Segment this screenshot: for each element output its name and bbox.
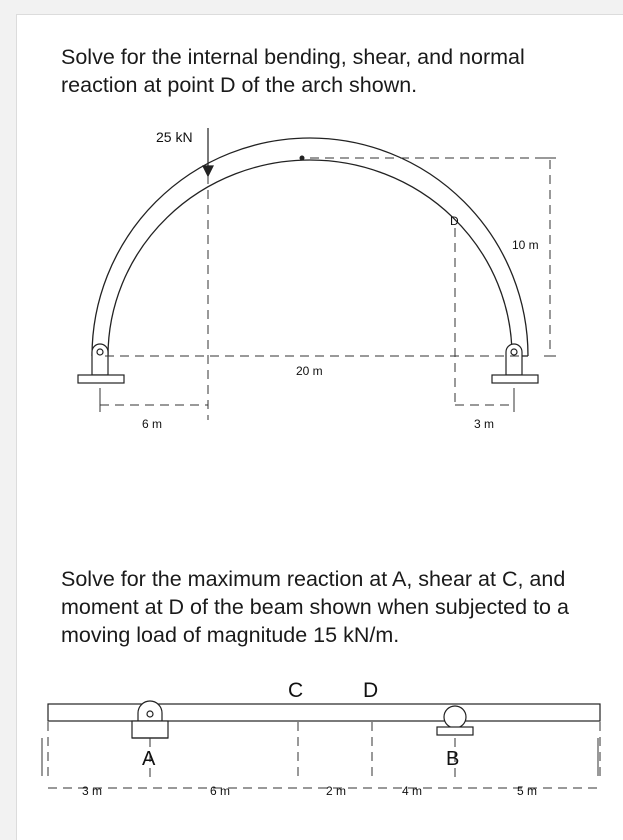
dim-6m: 6 m — [210, 784, 231, 798]
point-d-beam-label: D — [363, 679, 379, 702]
crown-hinge — [300, 156, 305, 161]
left-pin-support — [78, 344, 124, 383]
arch-outer-curve — [92, 138, 528, 356]
right-pin-support — [492, 344, 538, 383]
problem1-question: Solve for the internal bending, shear, and normal reaction at point D of the arch shown. — [61, 45, 525, 97]
height-label: 10 m — [512, 238, 539, 252]
point-b-label: B — [446, 748, 460, 770]
beam-diagram — [42, 679, 600, 798]
beam — [48, 704, 600, 721]
load-offset-label: 6 m — [142, 417, 163, 431]
problem2-question: Solve for the maximum reaction at A, shear at C, and moment at D of the beam shown when subjected to a moving load of magnitude 15 kN/m. — [61, 567, 569, 647]
dim-4m: 4 m — [402, 784, 423, 798]
load-label: 25 kN — [156, 129, 193, 145]
d-offset-label: 3 m — [474, 417, 495, 431]
dim-5m: 5 m — [517, 784, 538, 798]
span-label: 20 m — [296, 364, 323, 378]
point-c-label: C — [288, 679, 304, 702]
load-arrow — [203, 128, 213, 176]
point-a-label: A — [142, 748, 156, 770]
point-d-label: D — [450, 214, 459, 228]
dim-2m: 2 m — [326, 784, 347, 798]
dim-3m-left: 3 m — [82, 784, 103, 798]
